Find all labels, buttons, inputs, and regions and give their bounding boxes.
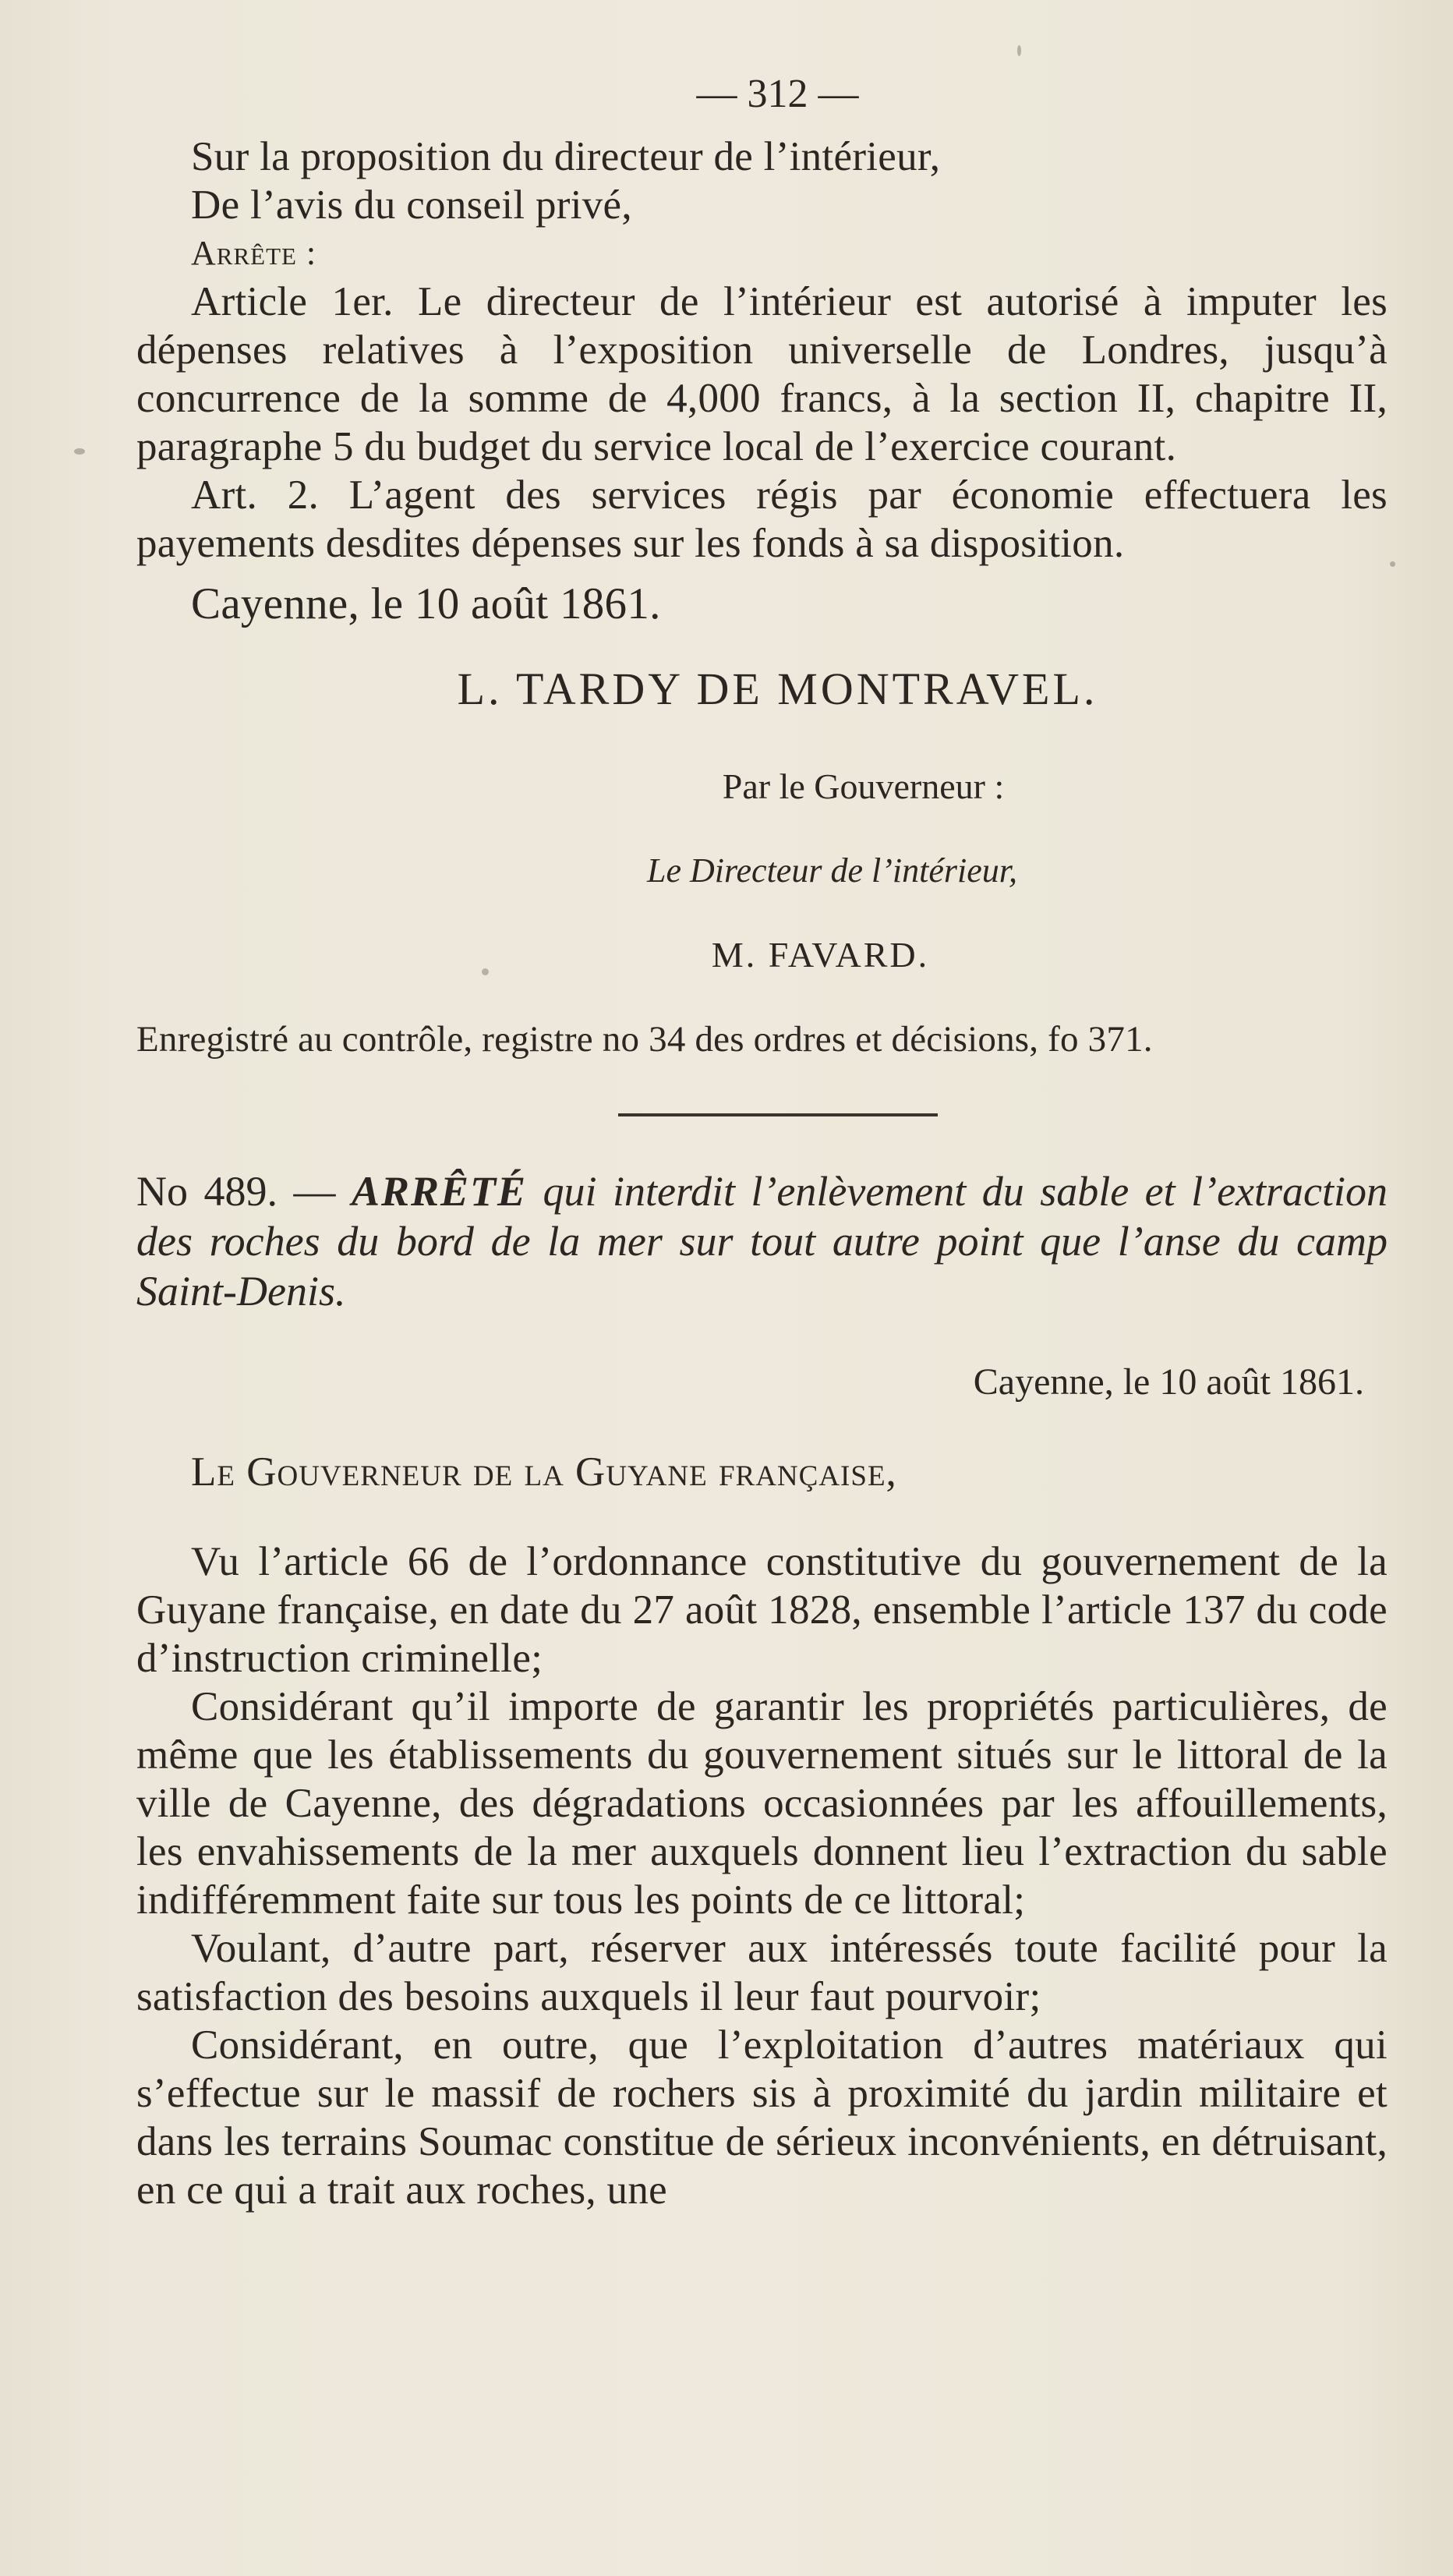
decree1-article-1: Article 1er. Le directeur de l’intérieur est autorisé à imputer les dépenses relatives à l’exposition universelle de Londres, jusqu’à concurrence de la somme de 4,000 francs, à la section II, chapitre II, paragraphe 5 du budget du service local de l’exercice courant.	[136, 279, 1388, 469]
paper-blemish	[482, 968, 489, 975]
decree2-considerant-2: Considérant, en outre, que l’exploitation d’autres matériaux qui s’effectue sur le massif de rochers sis à proximité du jardin militaire et dans les terrains Soumac constitue de sérieux inconvénients, en détruisant, en ce qui a trait aux roches, une	[136, 2022, 1388, 2213]
decree2-date-place: Cayenne, le 10 août 1861.	[973, 1361, 1364, 1403]
page-content	[136, 70, 1388, 2214]
decree1-proposition: Sur la proposition du directeur de l’intérieur,	[191, 134, 941, 179]
decree1-article-2: Art. 2. L’agent des services régis par économie effectuera les payements desdites dépenses sur les fonds à sa disposition.	[136, 472, 1388, 566]
decree2-number: No 489. —	[136, 1168, 336, 1215]
decree1-arrete-label: Arrête :	[191, 234, 317, 272]
decree2-title-word: ARRÊTÉ	[351, 1168, 528, 1215]
section-divider	[618, 1113, 938, 1116]
page-number: — 312 —	[696, 72, 859, 116]
decree2-governor-intro: Le Gouverneur de la Guyane française,	[191, 1449, 897, 1495]
governor-signature: L. TARDY DE MONTRAVEL.	[457, 663, 1098, 714]
paper-blemish	[1017, 45, 1021, 56]
decree2-vu: Vu l’article 66 de l’ordonnance constitutive du gouvernement de la Guyane française, en date du 27 août 1828, ensemble l’article 137 du code d’instruction criminelle;	[136, 1539, 1388, 1681]
decree2-description: qui interdit l’enlèvement du sable et l’extraction des roches du bord de la mer sur tout autre point que l’anse du camp Saint-Denis.	[136, 1168, 1388, 1315]
decree2-voulant: Voulant, d’autre part, réserver aux intéressés toute facilité pour la satisfaction des besoins auxquels il leur faut pourvoir;	[136, 1926, 1388, 2019]
directeur-title: Le Directeur de l’intérieur,	[647, 851, 1017, 890]
paper-blemish	[74, 448, 85, 455]
directeur-name: M. FAVARD.	[711, 935, 930, 975]
decree2-heading	[136, 1166, 1388, 1316]
decree2-considerant-1: Considérant qu’il importe de garantir les propriétés particulières, de même que les établissements du gouvernement situés sur le littoral de la ville de Cayenne, des dégradations occasionnées par les affouillements, les envahissements de la mer auxquels donnent lieu l’extraction du sable indifféremment faite sur tous les points de ce littoral;	[136, 1684, 1388, 1923]
decree1-date-place: Cayenne, le 10 août 1861.	[191, 579, 661, 628]
decree1-avis: De l’avis du conseil privé,	[191, 182, 632, 228]
par-le-gouverneur: Par le Gouverneur :	[722, 766, 1005, 806]
paper-blemish	[1390, 561, 1395, 567]
registration-note: Enregistré au contrôle, registre no 34 des ordres et décisions, fo 371.	[136, 1019, 1153, 1060]
